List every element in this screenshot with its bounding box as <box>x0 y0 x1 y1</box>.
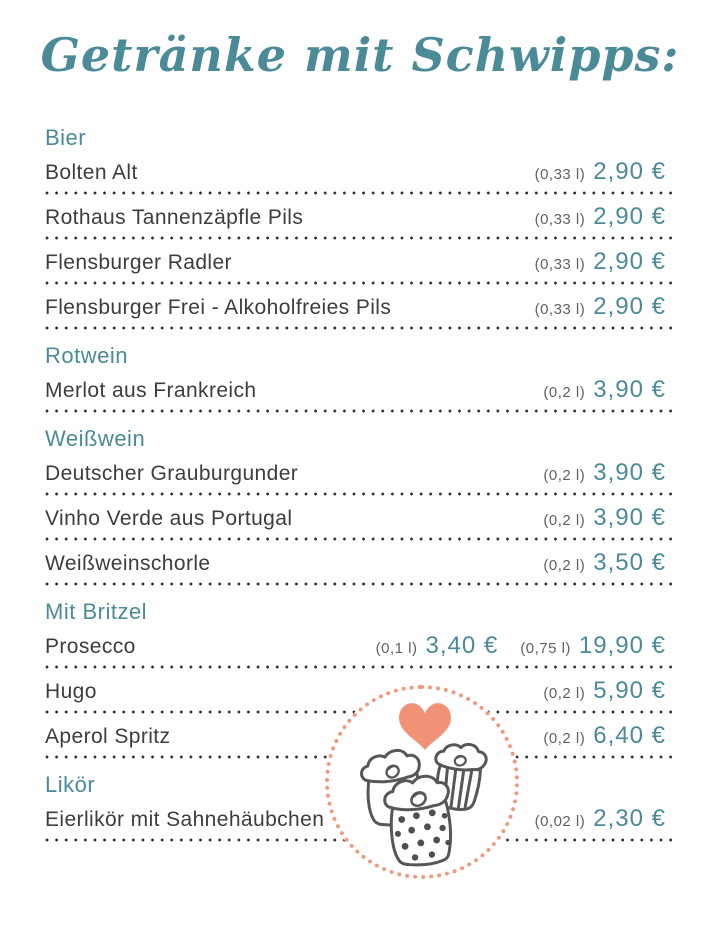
item-name: Eierlikör mit Sahnehäubchen <box>45 808 325 831</box>
item-price: 3,40 € <box>425 632 499 659</box>
dotted-separator <box>45 582 672 586</box>
price-group <box>520 632 666 660</box>
price-group <box>535 158 666 186</box>
dotted-separator <box>45 537 672 541</box>
price-group <box>543 549 666 577</box>
item-volume: (0,2 l) <box>543 685 586 702</box>
cupcakes-badge <box>325 685 519 879</box>
item-volume: (0,02 l) <box>534 813 586 830</box>
item-name: Flensburger Radler <box>45 251 232 274</box>
item-price: 3,90 € <box>593 459 666 486</box>
item-volume: (0,33 l) <box>534 166 586 183</box>
price-group <box>535 805 666 833</box>
menu-item <box>45 632 672 669</box>
price-group <box>543 722 666 750</box>
item-name: Deutscher Grauburgunder <box>45 462 299 485</box>
item-name: Weißweinschorle <box>45 552 211 575</box>
item-volume: (0,1 l) <box>375 640 418 657</box>
price-group <box>535 248 666 276</box>
item-volume: (0,33 l) <box>534 256 586 273</box>
item-name: Merlot aus Frankreich <box>45 379 257 402</box>
item-name: Aperol Spritz <box>45 725 171 748</box>
item-price: 6,40 € <box>593 722 666 749</box>
heart-icon <box>399 703 451 750</box>
item-price: 3,50 € <box>593 549 666 576</box>
item-name: Prosecco <box>45 635 136 658</box>
menu-item <box>45 376 672 413</box>
price-group <box>543 504 666 532</box>
item-price: 2,30 € <box>593 805 666 832</box>
dotted-separator <box>45 326 672 330</box>
dotted-separator <box>45 236 672 240</box>
item-price: 2,90 € <box>593 203 666 230</box>
menu-item <box>45 504 672 541</box>
page-title: Getränke mit Schwipps: <box>40 28 680 82</box>
dotted-separator <box>45 665 672 669</box>
item-price: 19,90 € <box>578 632 666 659</box>
item-price: 3,90 € <box>593 504 666 531</box>
menu-item <box>45 203 672 240</box>
item-price: 3,90 € <box>593 376 666 403</box>
menu-item <box>45 248 672 285</box>
price-group <box>376 632 499 660</box>
item-price: 5,90 € <box>593 677 666 704</box>
dotted-separator <box>45 281 672 285</box>
item-volume: (0,2 l) <box>543 557 586 574</box>
price-group <box>543 459 666 487</box>
menu-item <box>45 459 672 496</box>
section-heading-bier: Bier <box>45 125 87 150</box>
item-name: Flensburger Frei - Alkoholfreies Pils <box>45 296 392 319</box>
menu-item <box>45 293 672 330</box>
menu-item <box>45 158 672 195</box>
item-name: Vinho Verde aus Portugal <box>45 507 293 530</box>
item-volume: (0,33 l) <box>534 301 586 318</box>
menu-item <box>45 549 672 586</box>
item-volume: (0,2 l) <box>543 384 586 401</box>
price-group <box>535 203 666 231</box>
item-price: 2,90 € <box>593 158 666 185</box>
section-heading-weisswein: Weißwein <box>45 426 146 451</box>
item-name: Bolten Alt <box>45 161 138 184</box>
item-name: Hugo <box>45 680 97 703</box>
section-heading-likoer: Likör <box>45 772 96 797</box>
price-group <box>543 677 666 705</box>
item-price: 2,90 € <box>593 293 666 320</box>
dotted-separator <box>45 191 672 195</box>
price-group <box>535 293 666 321</box>
item-volume: (0,75 l) <box>520 640 571 657</box>
section-heading-mit-britzel: Mit Britzel <box>45 599 148 624</box>
item-name: Rothaus Tannenzäpfle Pils <box>45 206 304 229</box>
item-volume: (0,2 l) <box>543 512 586 529</box>
item-volume: (0,33 l) <box>534 211 586 228</box>
item-price: 2,90 € <box>593 248 666 275</box>
section-heading-rotwein: Rotwein <box>45 343 128 368</box>
cupcake-dotted-icon <box>383 774 455 867</box>
item-volume: (0,2 l) <box>543 730 586 747</box>
price-group <box>543 376 666 404</box>
item-volume: (0,2 l) <box>543 467 586 484</box>
dotted-separator <box>45 492 672 496</box>
dotted-separator <box>45 409 672 413</box>
